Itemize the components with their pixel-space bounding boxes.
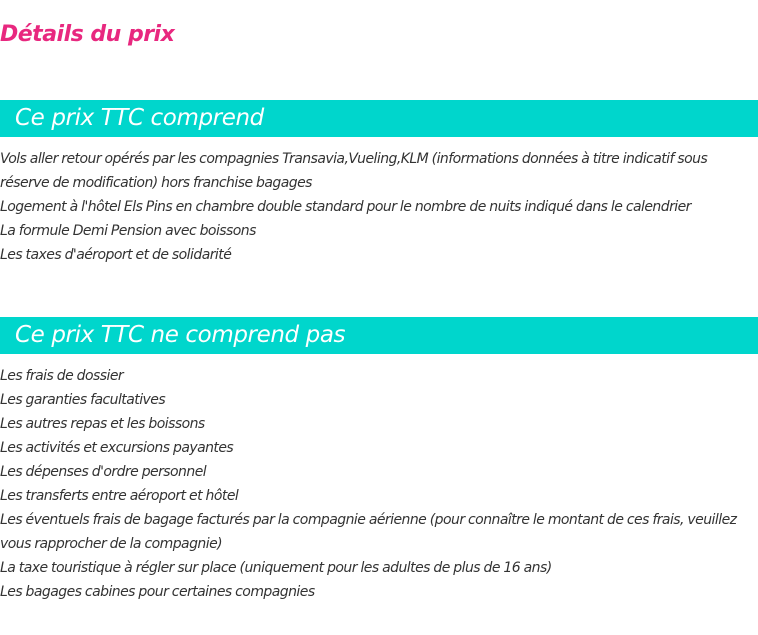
excluded-item-other-meals: Les autres repas et les boissons bbox=[0, 416, 205, 432]
excluded-item-tourist-tax: La taxe touristique à régler sur place (uniquement pour les adultes de plus de 16 ans) bbox=[0, 560, 552, 576]
excluded-item-baggage-fees: Les éventuels frais de bagage facturés par la compagnie aérienne (pour connaître le montant de ces frais, veuillez vous rapprocher de la compagnie) bbox=[0, 512, 737, 552]
included-items-list bbox=[0, 147, 758, 267]
excluded-item-cabin-baggage: Les bagages cabines pour certaines compagnies bbox=[0, 584, 315, 600]
included-item-hotel: Logement à l'hôtel Els Pins en chambre double standard pour le nombre de nuits indiqué dans le calendrier bbox=[0, 199, 691, 215]
excluded-item-transfers: Les transferts entre aéroport et hôtel bbox=[0, 488, 239, 504]
page-title: Détails du prix bbox=[0, 22, 175, 47]
section-header-not-included: Ce prix TTC ne comprend pas bbox=[0, 317, 758, 354]
excluded-item-paid-activities: Les activités et excursions payantes bbox=[0, 440, 234, 456]
section-header-included: Ce prix TTC comprend bbox=[0, 100, 758, 137]
included-item-taxes: Les taxes d'aéroport et de solidarité bbox=[0, 247, 232, 263]
excluded-item-file-fees: Les frais de dossier bbox=[0, 368, 124, 384]
included-item-flights: Vols aller retour opérés par les compagnies Transavia,Vueling,KLM (informations données à titre indicatif sous réserve de modification) hors franchise bagages bbox=[0, 151, 708, 191]
excluded-item-personal-expenses: Les dépenses d'ordre personnel bbox=[0, 464, 207, 480]
included-item-half-board: La formule Demi Pension avec boissons bbox=[0, 223, 256, 239]
excluded-item-optional-insurance: Les garanties facultatives bbox=[0, 392, 166, 408]
excluded-items-list bbox=[0, 364, 758, 604]
